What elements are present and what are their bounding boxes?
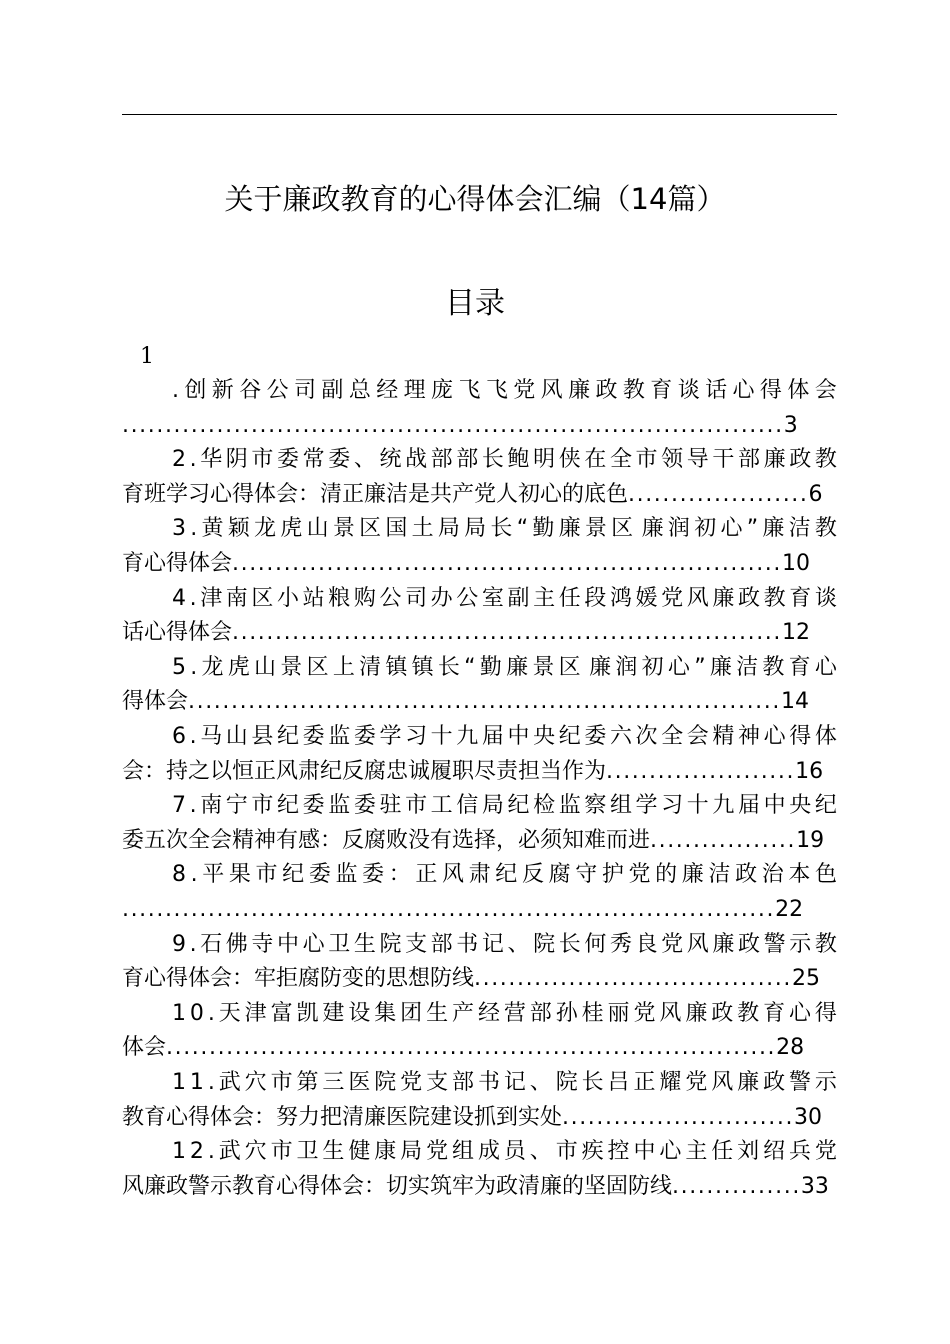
toc-leader-dots: ........................... — [562, 1104, 795, 1130]
toc-page-number: 33 — [800, 1173, 829, 1199]
toc-entry-line-2[interactable] — [122, 547, 837, 581]
toc-entry-line-1[interactable]: 3 . 黄 颖 龙 虎 山 景 区 国 土 局 局 长 “ 勤 廉 景 区 廉 润 初 心 ” 廉 洁 教 — [172, 516, 837, 542]
toc-page-number: 30 — [794, 1104, 823, 1130]
top-rule — [122, 114, 837, 115]
toc-entry-line-2[interactable] — [122, 685, 837, 719]
toc-entry-title-cont: 得体会 — [122, 689, 189, 715]
toc-leader-dots: ..................................................................... — [188, 689, 781, 715]
toc-page-number: 6 — [808, 481, 823, 507]
toc-leader-dots: ..................... — [628, 481, 809, 507]
toc-entry-line-2[interactable] — [122, 1170, 837, 1204]
toc-entry-title-cont: 话心得体会 — [122, 620, 233, 646]
toc-entry-line-2[interactable] — [122, 755, 837, 789]
toc-leader-dots: ............................................................................ — [122, 897, 776, 922]
toc-leader-dots: ................................................................ — [232, 551, 782, 576]
toc-entry-line-2[interactable] — [122, 478, 837, 512]
toc-leader-dots: ................................................................ — [232, 620, 782, 646]
toc-page-number: 3 — [783, 412, 798, 438]
toc-entry-line-2[interactable] — [122, 824, 837, 858]
toc-leader-dots: ....................................................................... — [166, 1035, 777, 1061]
toc-entry-line-1[interactable]: 6 . 马 山 县 纪 委 监 委 学 习 十 九 届 中 央 纪 委 六 次 全 会 精 神 心 得 体 — [172, 724, 837, 749]
toc-entry-line-1[interactable]: 1 2 . 武 穴 市 卫 生 健 康 局 党 组 成 员 、 市 疾 控 中 心 主 任 刘 绍 兵 党 — [172, 1139, 837, 1165]
toc-entry-title-cont: 教育心得体会：努力把清廉医院建设抓到实处 — [122, 1104, 563, 1130]
toc-page-number: 22 — [775, 897, 804, 922]
toc-entry-title-cont: 委五次全会精神有感：反腐败没有选择，必须知难而进 — [122, 827, 651, 853]
toc-page-number: 16 — [795, 758, 824, 784]
toc-page-number: 10 — [781, 551, 810, 576]
toc-entry-line-1[interactable]: 2 . 华 阴 市 委 常 委 、 统 战 部 部 长 鲍 明 侠 在 全 市 领 导 干 部 廉 政 教 — [172, 447, 837, 473]
toc-entry-line-2[interactable] — [122, 1031, 837, 1065]
toc-page-number: 19 — [796, 827, 825, 853]
toc-leader-dots: ............................................................................. — [122, 412, 784, 438]
toc-entry-line-1[interactable]: 5 . 龙 虎 山 景 区 上 清 镇 镇 长 “ 勤 廉 景 区 廉 润 初 心 ” 廉 洁 教 育 心 — [172, 654, 837, 680]
toc-entry-title-cont: 育心得体会：牢拒腐防变的思想防线 — [122, 966, 475, 992]
toc-leader-dots: ...................... — [606, 758, 796, 784]
toc-leader-dots: ..................................... — [474, 966, 792, 992]
toc-heading: 目录 — [445, 286, 505, 321]
toc-entry-line-1[interactable]: 1 1 . 武 穴 市 第 三 医 院 党 支 部 书 记 、 院 长 吕 正 耀 党 风 廉 政 警 示 — [172, 1070, 837, 1095]
toc-leader-dots: ............... — [672, 1173, 801, 1199]
toc-entry-line-1[interactable]: . 创 新 谷 公 司 副 总 经 理 庞 飞 飞 党 风 廉 政 教 育 谈 话 心 得 体 会 — [172, 378, 837, 403]
toc-entry-line-2[interactable] — [122, 1101, 837, 1135]
toc-entry-line-1[interactable]: 7 . 南 宁 市 纪 委 监 委 驻 市 工 信 局 纪 检 监 察 组 学 习 十 九 届 中 央 纪 — [172, 793, 837, 819]
toc-entry-line-1[interactable]: 1 0 . 天 津 富 凯 建 设 集 团 生 产 经 营 部 孙 桂 丽 党 风 廉 政 教 育 心 得 — [172, 1000, 837, 1026]
toc-page-number: 14 — [780, 689, 809, 715]
toc-entry-line-2[interactable] — [122, 616, 837, 650]
stray-number: 1 — [140, 344, 154, 369]
toc-entry-title-cont: 育心得体会 — [122, 551, 233, 576]
toc-entry-line-1[interactable]: 4 . 津 南 区 小 站 粮 购 公 司 办 公 室 副 主 任 段 鸿 媛 党 风 廉 政 教 育 谈 — [172, 585, 837, 611]
toc-entry-line-2[interactable] — [122, 409, 837, 443]
document-title: 关于廉政教育的心得体会汇编（14篇） — [224, 182, 726, 216]
toc-entry-title-cont: 风廉政警示教育心得体会：切实筑牢为政清廉的坚固防线 — [122, 1173, 673, 1199]
toc-page-number: 25 — [791, 966, 820, 992]
toc-entry-title-cont: 体会 — [122, 1035, 167, 1061]
toc-entry-line-2[interactable] — [122, 962, 837, 996]
toc-entry-line-1[interactable]: 9 . 石 佛 寺 中 心 卫 生 院 支 部 书 记 、 院 长 何 秀 良 党 风 廉 政 警 示 教 — [172, 931, 837, 957]
toc-page-number: 12 — [781, 620, 810, 646]
toc-entry-line-2[interactable] — [122, 893, 837, 927]
toc-entry-line-1[interactable]: 8 . 平 果 市 纪 委 监 委 ： 正 风 肃 纪 反 腐 守 护 党 的 廉 洁 政 治 本 色 — [172, 862, 837, 888]
toc-page-number: 28 — [776, 1035, 805, 1061]
toc-entry-title-cont: 会：持之以恒正风肃纪反腐忠诚履职尽责担当作为 — [122, 758, 607, 784]
toc-entry-title-cont: 育班学习心得体会：清正廉洁是共产党人初心的底色 — [122, 481, 629, 507]
toc-leader-dots: ................. — [650, 827, 797, 853]
